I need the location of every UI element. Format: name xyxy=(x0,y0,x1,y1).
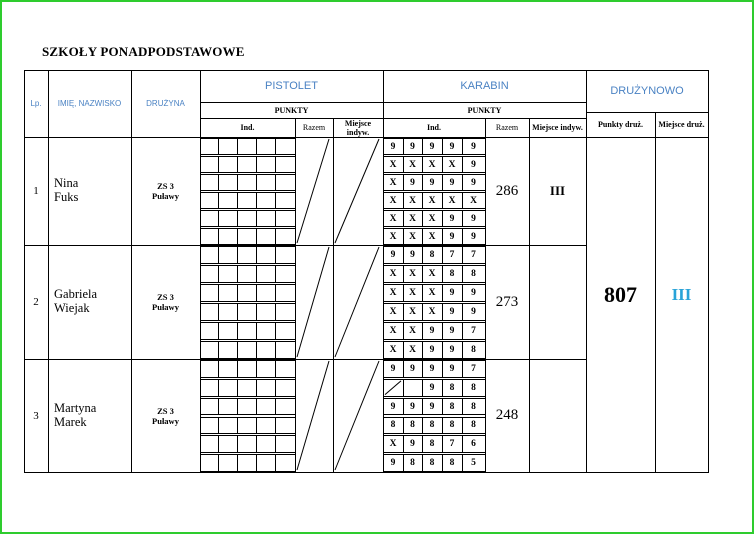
rifle-total-label: Razem xyxy=(495,123,519,132)
shot-score: X xyxy=(409,326,416,336)
shot-score: 8 xyxy=(410,420,415,431)
pistol-cell-border xyxy=(218,192,219,209)
rifle-points-label: PUNKTY xyxy=(467,105,502,115)
last-name: Wiejak xyxy=(54,301,90,315)
shot-score: 9 xyxy=(429,141,435,152)
pistol-cell-border xyxy=(275,174,276,191)
pistol-cell-border xyxy=(218,322,219,340)
pistol-series-box xyxy=(200,174,296,191)
pistol-series-box xyxy=(200,265,296,283)
club-school: ZS 3 xyxy=(157,405,174,416)
pistol-ind-label: Ind. xyxy=(240,123,255,132)
shot-score: X xyxy=(409,231,416,242)
pistol-cell-border xyxy=(275,265,276,283)
pistol-cell-border xyxy=(237,246,238,264)
pistol-series-box xyxy=(200,417,296,435)
club-name xyxy=(131,181,200,201)
team-place: III xyxy=(671,284,692,304)
pistol-cell-border xyxy=(256,192,257,209)
last-name: Marek xyxy=(54,414,87,429)
shot-score: 8 xyxy=(471,269,476,279)
shot-score: 9 xyxy=(410,401,415,412)
pistol-cell-border xyxy=(218,398,219,416)
pistol-cell-border xyxy=(256,379,257,397)
shot-score: X xyxy=(428,195,436,206)
rifle-place-label: Miejsce indyw. xyxy=(532,123,583,132)
shot-score: 9 xyxy=(449,288,455,298)
pistol-cell-border xyxy=(275,454,276,472)
shot-score: 8 xyxy=(410,458,415,469)
shot-score: 9 xyxy=(410,250,415,260)
shot-score: 8 xyxy=(449,382,455,393)
shot-score: 9 xyxy=(471,231,476,242)
pistol-series-box xyxy=(200,284,296,302)
shot-score: 9 xyxy=(471,288,476,298)
shot-score: 9 xyxy=(449,363,455,374)
pistol-series-box xyxy=(200,246,296,264)
shot-score: 9 xyxy=(429,382,435,393)
club-name xyxy=(131,292,200,312)
row-number: 1 xyxy=(33,185,39,197)
pistol-cell-border xyxy=(218,454,219,472)
shot-score: 9 xyxy=(449,231,455,242)
pistol-cell-border xyxy=(275,156,276,173)
shot-score: 9 xyxy=(471,141,476,152)
pistol-cell-border xyxy=(218,284,219,302)
pistol-cell-border xyxy=(237,435,238,453)
shot-score: X xyxy=(389,345,397,355)
pistol-cell-border xyxy=(237,360,238,378)
shot-score: 8 xyxy=(449,420,455,431)
shot-score: 8 xyxy=(449,458,455,469)
pistol-cell-border xyxy=(237,228,238,245)
row-number: 3 xyxy=(33,409,39,422)
pistol-series-box xyxy=(200,192,296,209)
shot-score xyxy=(403,379,422,397)
table-bottom-border xyxy=(24,472,709,473)
shot-score: 8 xyxy=(390,420,396,431)
pistol-cell-border xyxy=(275,192,276,209)
shot-score: 9 xyxy=(390,141,396,152)
shot-score: X xyxy=(409,269,416,279)
pistol-cell-border xyxy=(256,398,257,416)
shot-score: 9 xyxy=(390,250,396,260)
shot-score: 8 xyxy=(429,250,435,260)
rifle-total-score: 273 xyxy=(495,293,519,310)
rifle-ind-label: Ind. xyxy=(426,123,441,132)
shot-score: X xyxy=(428,307,436,317)
pistol-cell-border xyxy=(218,228,219,245)
lp-header: Lp. xyxy=(30,99,42,108)
shot-score: X xyxy=(428,269,436,279)
shot-score: X xyxy=(428,288,436,298)
shot-score: 9 xyxy=(429,363,435,374)
pistol-cell-border xyxy=(275,417,276,435)
pistol-cell-border xyxy=(256,360,257,378)
pistol-cell-border xyxy=(237,138,238,155)
pistol-points-label: PUNKTY xyxy=(274,105,309,115)
pistol-cell-border xyxy=(218,341,219,359)
team-points: 807 xyxy=(604,281,637,307)
shot-score: 8 xyxy=(471,401,476,412)
last-name: Fuks xyxy=(54,190,79,204)
shot-score: X xyxy=(409,213,416,224)
pistol-cell-border xyxy=(218,138,219,155)
shot-score: 9 xyxy=(429,177,435,188)
pistol-cell-border xyxy=(237,303,238,321)
pistol-cell-border xyxy=(237,265,238,283)
pistol-cell-border xyxy=(237,417,238,435)
shot-score: 8 xyxy=(471,345,476,355)
shot-score: 9 xyxy=(449,345,455,355)
pistol-cell-border xyxy=(218,379,219,397)
pistol-series-box xyxy=(200,210,296,227)
pistol-cell-border xyxy=(218,303,219,321)
shot-score: X xyxy=(409,345,416,355)
pistol-cell-border xyxy=(218,265,219,283)
shot-score: X xyxy=(448,159,456,170)
competitor-name xyxy=(54,176,129,204)
shot-score: X xyxy=(428,231,436,242)
pistol-cell-border xyxy=(218,174,219,191)
shot-score: 9 xyxy=(471,177,476,188)
first-name: Gabriela xyxy=(54,287,98,301)
pistol-series-box xyxy=(200,341,296,359)
shot-score: 9 xyxy=(429,401,435,412)
shot-score: X xyxy=(470,195,477,206)
pistol-cell-border xyxy=(237,379,238,397)
pistol-cell-border xyxy=(275,435,276,453)
pistol-cell-border xyxy=(218,156,219,173)
shot-score: 8 xyxy=(449,269,455,279)
name-header: IMIĘ, NAZWISKO xyxy=(57,99,122,108)
pistol-cell-border xyxy=(237,156,238,173)
shot-score: X xyxy=(389,307,397,317)
competitor-name xyxy=(54,401,129,429)
pistol-cell-border xyxy=(256,435,257,453)
pistol-cell-border xyxy=(256,322,257,340)
first-name: Nina xyxy=(54,176,79,190)
shot-score: 7 xyxy=(449,439,455,450)
pistol-series-box xyxy=(200,322,296,340)
shot-score: X xyxy=(389,213,397,224)
pistol-cell-border xyxy=(218,246,219,264)
shot-score: 8 xyxy=(449,401,455,412)
shot-score: X xyxy=(389,177,397,188)
pistol-cell-border xyxy=(237,322,238,340)
pistol-cell-border xyxy=(275,138,276,155)
rifle-place xyxy=(529,359,586,472)
shot-score: 9 xyxy=(471,307,476,317)
shot-score: X xyxy=(409,307,416,317)
pistol-series-box xyxy=(200,435,296,453)
pistol-cell-border xyxy=(275,210,276,227)
pistol-series-box xyxy=(200,138,296,155)
shot-score: X xyxy=(389,439,397,450)
shot-score: 8 xyxy=(471,420,476,431)
pistol-cell-border xyxy=(256,341,257,359)
shot-score: 7 xyxy=(449,250,455,260)
pistol-cell-border xyxy=(237,341,238,359)
shot-score: X xyxy=(389,195,397,206)
shot-score: 9 xyxy=(429,345,435,355)
shot-score: X xyxy=(389,159,397,170)
pistol-series-box xyxy=(200,228,296,245)
pistol-series-box xyxy=(200,156,296,173)
pistol-cell-border xyxy=(256,156,257,173)
pistol-cell-border xyxy=(275,379,276,397)
shot-score: X xyxy=(389,288,397,298)
pistol-cell-border xyxy=(275,360,276,378)
pistol-series-box xyxy=(200,398,296,416)
shot-score: 9 xyxy=(390,458,396,469)
pistol-cell-border xyxy=(237,210,238,227)
pistol-cell-border xyxy=(275,284,276,302)
pistol-cell-border xyxy=(256,210,257,227)
pistol-cell-border xyxy=(275,246,276,264)
shot-score: 7 xyxy=(471,326,476,336)
shot-score: 6 xyxy=(471,439,476,450)
pistol-cell-border xyxy=(237,192,238,209)
shot-score: 9 xyxy=(429,326,435,336)
shot-score: X xyxy=(409,195,416,206)
pistol-cell-border xyxy=(256,454,257,472)
club-city: Puławy xyxy=(152,415,179,426)
shot-score: 9 xyxy=(410,141,415,152)
shot-score: X xyxy=(428,159,436,170)
rifle-total-score: 286 xyxy=(495,182,519,199)
team-points-label: Punkty druż. xyxy=(598,120,643,129)
pistol-cell-border xyxy=(256,417,257,435)
shot-score: 9 xyxy=(449,307,455,317)
club-city: Puławy xyxy=(152,191,179,201)
shot-score: X xyxy=(448,195,456,206)
page-title: SZKOŁY PONADPODSTAWOWE xyxy=(42,44,245,59)
first-name: Martyna xyxy=(54,400,97,415)
shot-score: 9 xyxy=(410,439,415,450)
pistol-cell-border xyxy=(275,322,276,340)
column-border xyxy=(708,70,709,473)
shot-score: X xyxy=(389,269,397,279)
pistol-total-label: Razem xyxy=(302,123,326,132)
shot-score: 9 xyxy=(390,363,396,374)
shot-score: 8 xyxy=(429,458,435,469)
club-name xyxy=(131,406,200,426)
pistol-cell-border xyxy=(256,303,257,321)
rifle-place: III xyxy=(549,183,566,198)
shot-score: X xyxy=(409,288,416,298)
club-city: Puławy xyxy=(152,302,179,312)
team-score-header: DRUŻYNOWO xyxy=(610,85,684,97)
shot-score: 7 xyxy=(471,250,476,260)
shot-score: 8 xyxy=(471,382,476,393)
shot-score: 9 xyxy=(449,141,455,152)
team-place-label: Miejsce druż. xyxy=(658,120,705,129)
shot-score: 8 xyxy=(429,420,435,431)
pistol-cell-border xyxy=(237,284,238,302)
pistol-series-box xyxy=(200,379,296,397)
club-school: ZS 3 xyxy=(157,181,174,191)
pistol-cell-border xyxy=(256,265,257,283)
pistol-cell-border xyxy=(256,284,257,302)
shot-score: X xyxy=(389,231,397,242)
pistol-header: PISTOLET xyxy=(265,80,318,92)
competitor-name xyxy=(54,287,129,315)
shot-score: X xyxy=(389,326,397,336)
shot-score: 9 xyxy=(390,401,396,412)
shot-score: 9 xyxy=(410,363,415,374)
rifle-header: KARABIN xyxy=(460,80,509,92)
shot-score: 9 xyxy=(449,213,455,224)
shot-score: 9 xyxy=(449,177,455,188)
pistol-series-box xyxy=(200,360,296,378)
club-school: ZS 3 xyxy=(157,292,174,302)
shot-score: 9 xyxy=(471,159,476,170)
rifle-total-score: 248 xyxy=(495,407,519,423)
row-number: 2 xyxy=(33,296,39,308)
pistol-cell-border xyxy=(237,454,238,472)
pistol-cell-border xyxy=(256,246,257,264)
pistol-cell-border xyxy=(237,174,238,191)
pistol-series-box xyxy=(200,303,296,321)
subcolumn-border xyxy=(333,118,334,473)
shot-score: 5 xyxy=(471,458,476,469)
shot-score: 9 xyxy=(449,326,455,336)
pistol-series-box xyxy=(200,454,296,472)
shot-score: 9 xyxy=(410,177,415,188)
pistol-cell-border xyxy=(275,303,276,321)
pistol-cell-border xyxy=(256,138,257,155)
pistol-cell-border xyxy=(275,341,276,359)
pistol-cell-border xyxy=(275,228,276,245)
pistol-cell-border xyxy=(256,174,257,191)
pistol-cell-border xyxy=(218,417,219,435)
shot-score: 7 xyxy=(471,363,476,374)
pistol-cell-border xyxy=(256,228,257,245)
pistol-cell-border xyxy=(218,360,219,378)
pistol-place-label: Miejsce indyw. xyxy=(344,118,372,137)
pistol-cell-border xyxy=(237,398,238,416)
shot-score: 8 xyxy=(429,439,435,450)
pistol-cell-border xyxy=(275,398,276,416)
team-header: DRUŻYNA xyxy=(146,99,185,108)
pistol-cell-border xyxy=(218,210,219,227)
pistol-cell-border xyxy=(218,435,219,453)
shot-score: X xyxy=(428,213,436,224)
shot-score: 9 xyxy=(471,213,476,224)
shot-score: X xyxy=(409,159,416,170)
rifle-place xyxy=(529,245,586,359)
